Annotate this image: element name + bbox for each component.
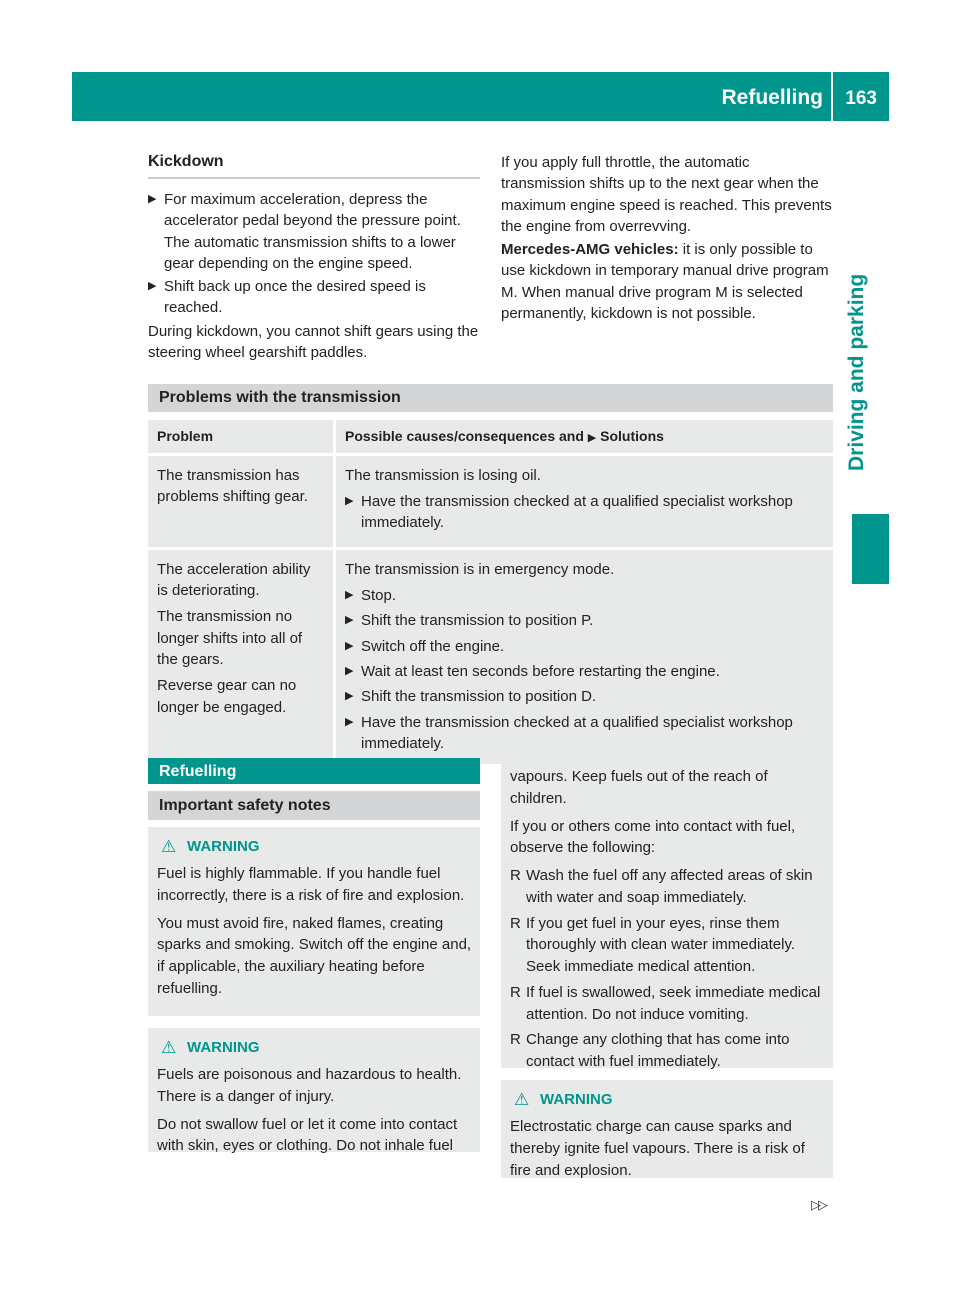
action-arrow-icon: ▶ — [345, 690, 354, 703]
amg-note: Mercedes-AMG vehicles: it is only possible to use kickdown in temporary manual drive program M. When manual drive program M is selected permanently, kickdown is not possible. — [501, 241, 829, 323]
bullet-r-icon: R — [510, 914, 521, 932]
list-item: R Change any clothing that has come into contact with fuel immediately. — [510, 1029, 825, 1073]
action-arrow-icon: ▶ — [148, 193, 157, 205]
warning-box: ⚠ WARNING Fuels are poisonous and hazardous to health. There is a danger of injury. Do not swallow fuel or let it come into contact with skin, eyes or clothing. Do not inhale fuel — [148, 1028, 480, 1152]
warning-box: ⚠ WARNING Electrostatic charge can cause sparks and thereby ignite fuel vapours. There is a risk of fire and explosion. — [501, 1080, 833, 1178]
list-item: ▶ Shift the transmission to position P. — [345, 610, 825, 631]
action-arrow-icon: ▶ — [148, 280, 157, 293]
continue-arrow-icon: ▷▷ — [811, 1197, 825, 1212]
safety-notes-title: Important safety notes — [148, 791, 480, 820]
list-item: ▶ Shift back up once the desired speed is reached. — [148, 276, 480, 319]
kickdown-section — [148, 152, 480, 365]
side-chapter-tab: Driving and parking — [845, 273, 868, 471]
solution-cell: The transmission is in emergency mode. ▶ Stop. ▶ Shift the transmission to position P. ▶ Switch off the engine. ▶ Wait at least ten seconds before restarting the engine. ▶ Shift the transmission to position D. ▶ Have the transmission checked at a qualified specialist workshop immediately. — [336, 550, 833, 767]
kickdown-title: Kickdown — [148, 152, 480, 179]
bullet-r-icon: R — [510, 867, 521, 884]
action-arrow-icon: ▶ — [345, 664, 354, 677]
action-arrow-icon: ▶ — [345, 715, 354, 728]
list-item: ▶ Switch off the engine. — [345, 636, 825, 657]
list-item: ▶ Stop. — [345, 585, 825, 606]
warning-box-continued: vapours. Keep fuels out of the reach of children. If you or others come into contact with fuel, observe the following: R Wash the fuel off any affected areas of skin with water and soap immediately. R If you get fuel in your eyes, rinse them thoroughly with clean water immediately. Seek immediate medical attention. R If fuel is swallowed, seek immediate medical attention. Do not induce vomiting. R Change any clothing that has come into contact with fuel immediately. — [501, 758, 833, 1068]
refuelling-title: Refuelling — [148, 758, 480, 784]
warning-box: ⚠ WARNING Fuel is highly flammable. If you handle fuel incorrectly, there is a risk of fire and explosion. You must avoid fire, naked flames, creating sparks and smoking. Switch off the engine and, if applicable, the auxiliary heating before refuelling. — [148, 827, 480, 1016]
action-arrow-icon: ▶ — [345, 639, 354, 652]
bullet-r-icon: R — [510, 1031, 521, 1049]
header-title: Refuelling — [721, 86, 823, 109]
warning-triangle-icon: ⚠ — [514, 1090, 530, 1109]
list-item: R Wash the fuel off any affected areas of skin with water and soap immediately. — [510, 865, 825, 909]
problems-table — [148, 420, 833, 767]
warning-heading: ⚠ WARNING — [510, 1088, 825, 1112]
col-problem-header: Problem — [148, 420, 336, 456]
problem-cell: The transmission has problems shifting gear. — [148, 456, 336, 550]
list-item: R If fuel is swallowed, seek immediate medical attention. Do not induce vomiting. — [510, 982, 825, 1026]
action-arrow-icon: ▶ — [587, 432, 597, 444]
kickdown-note: During kickdown, you cannot shift gears using the steering wheel gearshift paddles. — [148, 322, 479, 362]
list-item: ▶ Have the transmission checked at a qualified specialist workshop immediately. — [345, 491, 825, 534]
kickdown-right-column — [501, 152, 833, 326]
problem-cell: The acceleration ability is deteriorating. The transmission no longer shifts into all of the gears. Reverse gear can no longer be engaged. — [148, 550, 336, 767]
problems-section-title: Problems with the transmission — [148, 384, 833, 412]
header-separator — [831, 72, 833, 121]
bullet-r-icon: R — [510, 983, 521, 1001]
list-item: ▶ Wait at least ten seconds before restarting the engine. — [345, 661, 825, 682]
warning-heading: ⚠ WARNING — [157, 1036, 472, 1060]
action-arrow-icon: ▶ — [345, 614, 354, 627]
action-arrow-icon: ▶ — [345, 589, 354, 602]
list-item: ▶ Have the transmission checked at a qualified specialist workshop immediately. — [345, 712, 825, 755]
solution-cell: The transmission is losing oil. ▶ Have the transmission checked at a qualified specialist workshop immediately. — [336, 456, 833, 550]
list-item: R If you get fuel in your eyes, rinse them thoroughly with clean water immediately. Seek immediate medical attention. — [510, 913, 825, 978]
warning-triangle-icon: ⚠ — [161, 837, 177, 856]
table-header-row — [148, 420, 833, 456]
full-throttle-text: If you apply full throttle, the automatic transmission shifts up to the next gear when the maximum engine speed is reached. This prevents the engine from overrevving. — [501, 154, 832, 235]
table-row — [148, 456, 833, 550]
col-causes-header: Possible causes/consequences and ▶ Solutions — [336, 420, 833, 456]
page-header — [72, 72, 889, 121]
action-arrow-icon: ▶ — [345, 495, 354, 508]
warning-triangle-icon: ⚠ — [161, 1038, 177, 1057]
list-item: ▶ For maximum acceleration, depress the accelerator pedal beyond the pressure point. The automatic transmission shifts to a lower gear depending on the engine speed. — [148, 189, 480, 274]
table-row — [148, 550, 833, 767]
page-number: 163 — [845, 88, 877, 109]
warning-heading: ⚠ WARNING — [157, 835, 472, 859]
list-item: ▶ Shift the transmission to position D. — [345, 686, 825, 707]
amg-label: Mercedes-AMG vehicles: — [501, 241, 679, 259]
side-chapter-marker — [852, 514, 889, 584]
